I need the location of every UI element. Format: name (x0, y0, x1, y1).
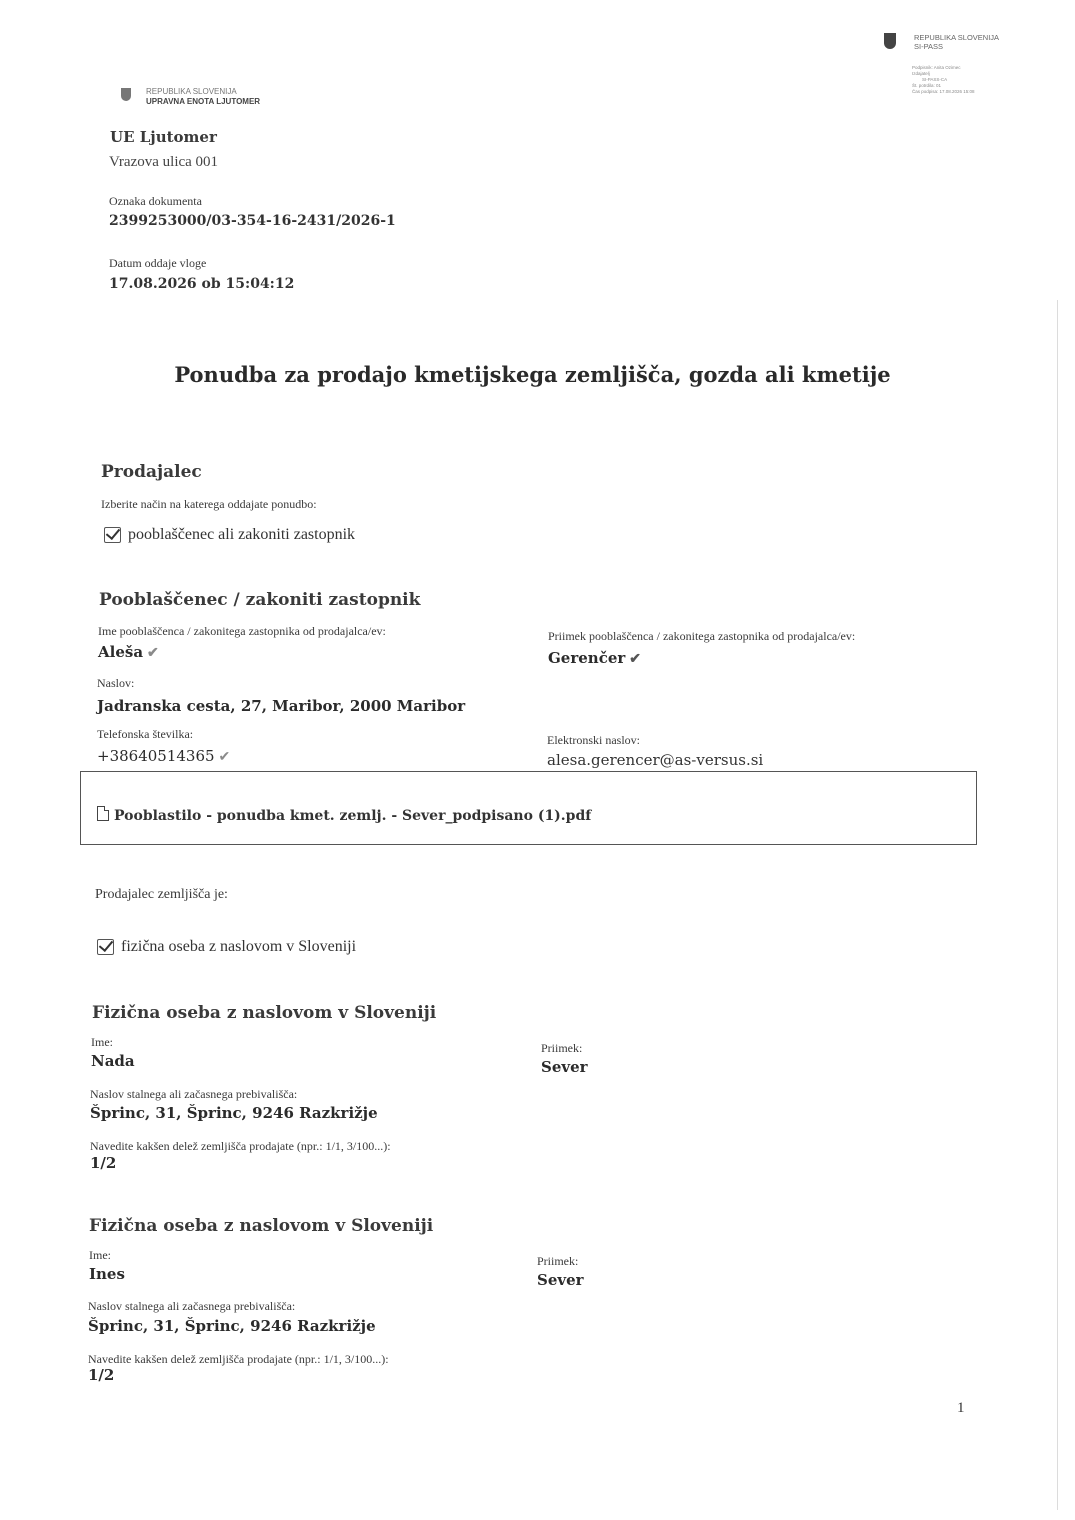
agent-address-label: Naslov: (97, 676, 135, 690)
checkmark-icon: ✔ (629, 651, 642, 667)
agent-address: Jadranska cesta, 27, Maribor, 2000 Maribor (97, 697, 466, 715)
checkbox-checked-icon (97, 939, 114, 955)
person-last-name: Sever (537, 1271, 584, 1289)
agent-last-name-label: Priimek pooblaščenca / zakonitega zastopnika od prodajalca/ev: (548, 629, 856, 643)
seller-prompt: Izberite način na katerega oddajate ponudbo: (101, 497, 317, 511)
file-icon (97, 806, 109, 821)
person-last-name: Sever (541, 1058, 588, 1076)
person-address: Šprinc, 31, Šprinc, 9246 Razkrižje (90, 1104, 378, 1122)
coat-of-arms-icon (884, 33, 896, 49)
seller-option-label: pooblaščenec ali zakoniti zastopnik (128, 526, 356, 543)
person-heading: Fizična oseba z naslovom v Sloveniji (92, 1003, 437, 1023)
org-line2: UPRAVNA ENOTA LJUTOMER (146, 97, 261, 106)
date-label: Datum oddaje vloge (109, 256, 207, 270)
stamp-line1: REPUBLIKA SLOVENIJA (914, 33, 1000, 42)
agent-email: alesa.gerencer@as-versus.si (547, 751, 764, 769)
attachment-box (80, 771, 977, 845)
submission-date: 17.08.2026 ob 15:04:12 (109, 276, 295, 292)
stamp-detail: Podpisnik: Anita Ozimec (912, 65, 961, 70)
page-number: 1 (957, 1400, 965, 1416)
checkmark-icon: ✔ (218, 749, 231, 765)
owner-type-label: Prodajalec zemljišča je: (95, 887, 228, 902)
attachment-link[interactable] (97, 806, 591, 824)
person-first-name: Nada (91, 1052, 135, 1070)
checkbox-checked-icon (104, 527, 121, 543)
checkmark-icon: ✔ (147, 645, 159, 661)
person-first-name-label: Ime: (89, 1248, 111, 1262)
person-address: Šprinc, 31, Šprinc, 9246 Razkrižje (88, 1317, 376, 1335)
doc-id-label: Oznaka dokumenta (109, 194, 202, 208)
seller-option (104, 526, 355, 544)
unit-address: Vrazova ulica 001 (109, 154, 219, 170)
owner-type-option-label: fizična oseba z naslovom v Sloveniji (121, 938, 357, 955)
agent-first-name-field (98, 643, 159, 661)
stamp-line2: SI-PASS (914, 42, 944, 51)
agent-last-name-field (548, 649, 641, 667)
scan-edge (1057, 300, 1058, 1510)
person-address-label: Naslov stalnega ali začasnega prebivališča: (90, 1087, 298, 1101)
attachment-filename: Pooblastilo - ponudba kmet. zemlj. - Sever_podpisano (1).pdf (114, 808, 592, 824)
person-last-name-label: Priimek: (541, 1041, 583, 1055)
person-heading: Fizična oseba z naslovom v Sloveniji (89, 1216, 434, 1236)
doc-id: 2399253000/03-354-16-2431/2026-1 (109, 213, 396, 229)
stamp-detail: SI-PASS-CA (922, 77, 948, 82)
org-line1: REPUBLIKA SLOVENIJA (146, 87, 237, 96)
agent-phone: +38640514365 (97, 747, 215, 765)
stamp-detail: Št. potrdila: 01 (912, 83, 942, 88)
person-first-name: Ines (89, 1265, 125, 1283)
person-first-name-label: Ime: (91, 1035, 113, 1049)
stamp-detail: Izdajatelj (912, 71, 930, 76)
agent-email-label: Elektronski naslov: (547, 733, 640, 747)
agent-first-name-label: Ime pooblaščenca / zakonitega zastopnika od prodajalca/ev: (98, 624, 386, 638)
person-last-name-label: Priimek: (537, 1254, 579, 1268)
page-title: Ponudba za prodajo kmetijskega zemljišča, gozda ali kmetije (174, 362, 891, 387)
agent-heading: Pooblaščenec / zakoniti zastopnik (99, 590, 421, 610)
person-share-label: Navedite kakšen delež zemljišča prodajate (npr.: 1/1, 3/100...): (88, 1352, 389, 1366)
agent-phone-field (97, 747, 230, 765)
person-share: 1/2 (88, 1366, 115, 1384)
owner-type-option (97, 938, 356, 956)
unit-name: UE Ljutomer (110, 128, 217, 146)
coat-of-arms-icon (121, 88, 131, 101)
person-share: 1/2 (90, 1154, 117, 1172)
stamp-detail: Čas podpisa: 17.08.2026 15:08 (912, 89, 975, 94)
agent-phone-label: Telefonska številka: (97, 727, 194, 741)
agent-first-name: Aleša (98, 643, 144, 661)
person-share-label: Navedite kakšen delež zemljišča prodajate (npr.: 1/1, 3/100...): (90, 1139, 391, 1153)
seller-heading: Prodajalec (101, 462, 202, 482)
person-address-label: Naslov stalnega ali začasnega prebivališča: (88, 1299, 296, 1313)
agent-last-name: Gerenčer (548, 649, 626, 667)
